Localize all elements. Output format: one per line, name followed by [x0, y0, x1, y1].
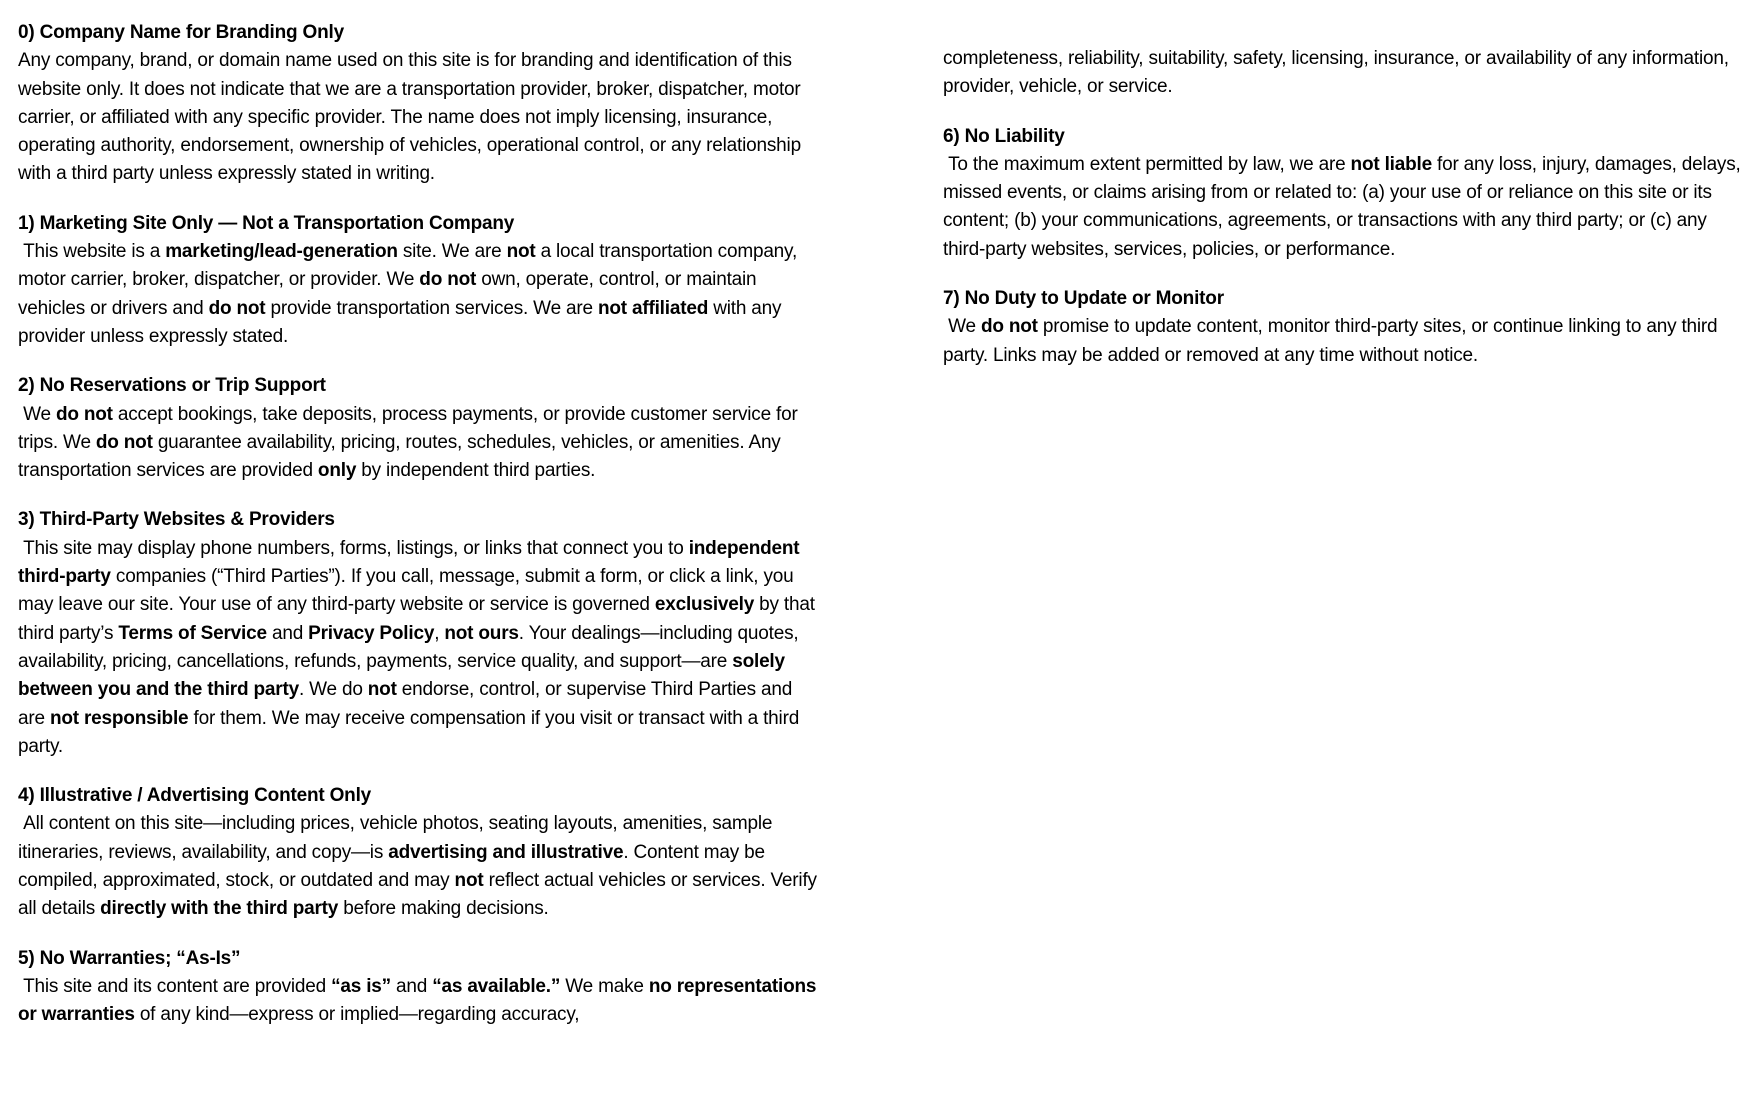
disclaimer-section [18, 19, 824, 189]
left-column [18, 19, 824, 1051]
section-heading: 1) Marketing Site Only — Not a Transportation Company [18, 212, 515, 234]
disclaimer-section [18, 945, 824, 1030]
section-body-text: We do not accept bookings, take deposits, process payments, or provide customer service for trips. We do not guarantee availability, pricing, routes, schedules, vehicles, or amenities. Any transportation services are provided only by independent third parties. [18, 403, 803, 482]
disclaimer-section [18, 372, 824, 485]
section-heading: 2) No Reservations or Trip Support [18, 375, 326, 397]
disclaimer-section [18, 506, 824, 761]
section-body-text: completeness, reliability, suitability, safety, licensing, insurance, or availability of any information, provider, vehicle, or service. [943, 48, 1734, 98]
section-heading: 3) Third-Party Websites & Providers [18, 509, 335, 531]
section-body-text: This site may display phone numbers, forms, listings, or links that connect you to independent third-party companies (“Third Parties”). If you call, message, submit a form, or click a link, you may leave our site. Your use of any third-party website or service is governed exclusively by that third party’s Terms of Service and Privacy Policy, not ours. Your dealings—including quotes, availability, pricing, cancellations, refunds, payments, service quality, and support—are solely between you and the third party. We do not endorse, control, or supervise Third Parties and are not responsible for them. We may receive compensation if you visit or transact with a third party. [18, 537, 820, 757]
disclaimer-section [18, 210, 824, 351]
disclaimer-section [943, 45, 1749, 102]
right-column [943, 19, 1749, 391]
disclaimer-section [18, 782, 824, 923]
disclaimer-section [943, 123, 1749, 264]
section-body-text: All content on this site—including prices, vehicle photos, seating layouts, amenities, sample itineraries, reviews, availability, and copy—is advertising and illustrative. Content may be compiled, approximated, stock, or outdated and may not reflect actual vehicles or services. Verify all details directly with the third party before making decisions. [18, 813, 822, 920]
section-body-text: This site and its content are provided “as is” and “as available.” We make no representations or warranties of any kind—express or implied—regarding accuracy, [18, 975, 822, 1026]
section-heading: 5) No Warranties; “As-Is” [18, 947, 241, 969]
section-heading: 7) No Duty to Update or Monitor [943, 288, 1224, 310]
section-heading: 4) Illustrative / Advertising Content Only [18, 785, 372, 807]
disclaimer-section [943, 285, 1749, 370]
section-heading: 6) No Liability [943, 125, 1065, 147]
section-body-text: To the maximum extent permitted by law, we are not liable for any loss, injury, damages, delays, missed events, or claims arising from or related to: (a) your use of or reliance on this site or its content; (b) your communications, agreements, or transactions with any third party; or (c) any third-party websites, services, policies, or performance. [943, 153, 1746, 260]
section-heading: 0) Company Name for Branding Only [18, 22, 344, 43]
section-body-text: We do not promise to update content, monitor third-party sites, or continue linking to any third party. Links may be added or removed at any time without notice. [943, 316, 1723, 366]
section-body-text: This website is a marketing/lead-generation site. We are not a local transportation company, motor carrier, broker, dispatcher, or provider. We do not own, operate, control, or maintain vehicles or drivers and do not provide transportation services. We are not affiliated with any provider unless expressly stated. [18, 241, 803, 347]
section-body-text: Any company, brand, or domain name used on this site is for branding and identification of this website only. It does not indicate that we are a transportation provider, broker, dispatcher, motor carrier, or affiliated with any specific provider. The name does not imply licensing, insurance, operating authority, endorsement, ownership of vehicles, operational control, or any relationship with a third party unless expressly stated in writing. [18, 50, 807, 185]
